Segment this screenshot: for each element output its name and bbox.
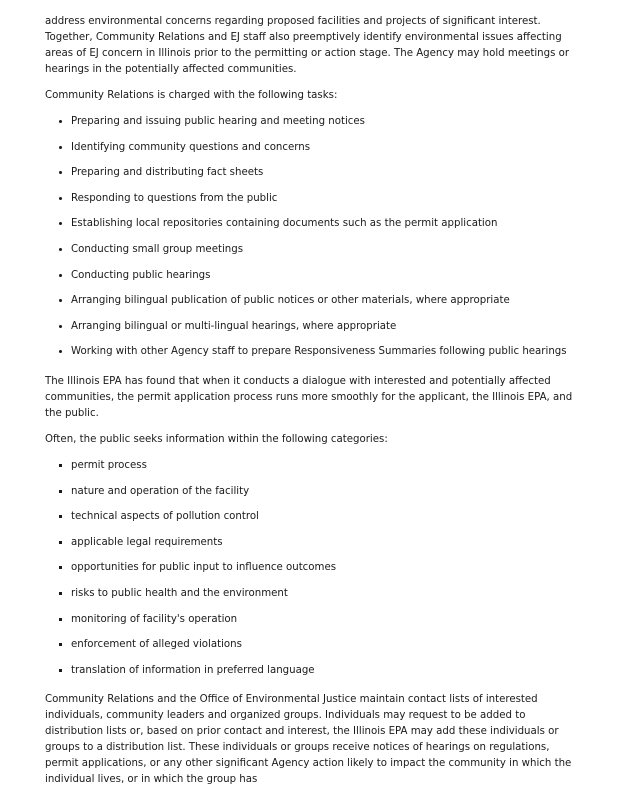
list-item: translation of information in preferred language (71, 663, 575, 689)
list-item: applicable legal requirements (71, 535, 575, 561)
list-item: technical aspects of pollution control (71, 509, 575, 535)
list-item: permit process (71, 458, 575, 484)
list-item: Establishing local repositories containing documents such as the permit application (71, 216, 575, 242)
categories-list (45, 458, 575, 688)
list-item: nature and operation of the facility (71, 484, 575, 510)
list-item: Preparing and distributing fact sheets (71, 165, 575, 191)
tasks-list (45, 114, 575, 370)
list-item: Identifying community questions and concerns (71, 140, 575, 166)
contact-lists-paragraph: Community Relations and the Office of Environmental Justice maintain contact lists of interested individuals, community leaders and organized groups. Individuals may request to be added to distribution lists or, based on prior contact and interest, the Illinois EPA may add these individuals or groups to a distribution list. These individuals or groups receive notices of hearings on regulations, permit applications, or any other significant Agency action likely to impact the community in which the individual lives, or in which the group has (45, 694, 572, 786)
list-item: Responding to questions from the public (71, 191, 575, 217)
categories-intro: Often, the public seeks information within the following categories: (45, 433, 388, 445)
list-item: Arranging bilingual or multi-lingual hearings, where appropriate (71, 319, 575, 345)
list-item: Conducting public hearings (71, 268, 575, 294)
intro-paragraph: address environmental concerns regarding proposed facilities and projects of significant interest. Together, Community Relations and EJ staff also preemptively identify environmental issues affecting areas of EJ concern in Illinois prior to the permitting or action stage. The Agency may hold meetings or hearings in the potentially affected communities. (45, 16, 570, 75)
list-item: enforcement of alleged violations (71, 637, 575, 663)
document-page (45, 14, 575, 798)
list-item: risks to public health and the environment (71, 586, 575, 612)
tasks-intro: Community Relations is charged with the following tasks: (45, 90, 338, 101)
list-item: opportunities for public input to influence outcomes (71, 560, 575, 586)
list-item: Preparing and issuing public hearing and meeting notices (71, 114, 575, 140)
list-item: Working with other Agency staff to prepare Responsiveness Summaries following public hearings (71, 344, 575, 370)
list-item: Arranging bilingual publication of public notices or other materials, where appropriate (71, 293, 575, 319)
list-item: monitoring of facility's operation (71, 612, 575, 638)
list-item: Conducting small group meetings (71, 242, 575, 268)
dialogue-paragraph: The Illinois EPA has found that when it conducts a dialogue with interested and potentially affected communities, the permit application process runs more smoothly for the applicant, the Illinois EPA, and the public. (45, 375, 573, 419)
